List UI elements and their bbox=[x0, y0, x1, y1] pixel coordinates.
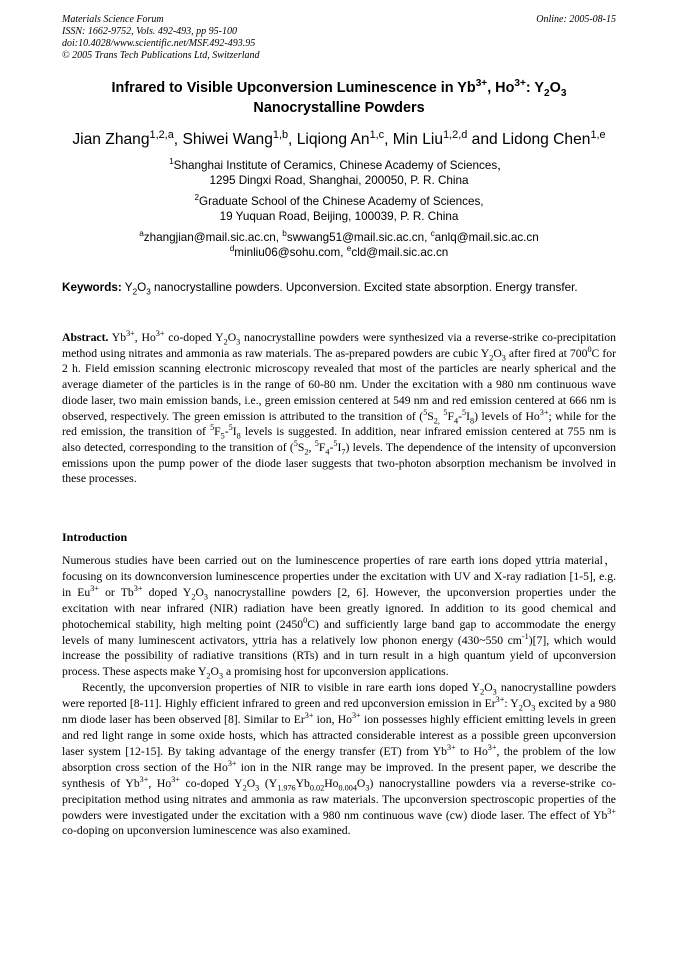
superscript-text: 3+ bbox=[352, 711, 361, 721]
text-run: ion possesses highly efficient emitting levels in green and red light range in some oxide hosts, which has attracted considerable interest as a possible green upconversion laser system [12-15]. By taking advantage of the energy transfer (ET) from Yb bbox=[62, 713, 616, 758]
subscript-text: 3 bbox=[492, 687, 497, 697]
text-run: O bbox=[549, 80, 561, 96]
text-run: Shanghai Institute of Ceramics, Chinese Academy of Sciences， bbox=[173, 159, 509, 172]
subscript-text: 3 bbox=[236, 337, 241, 347]
subscript-text: 0.004 bbox=[338, 783, 357, 793]
text-run: nanocrystalline powders were reported [8-11]. Highly efficient infrared to green and red upconversion emission in Er bbox=[62, 681, 616, 711]
superscript-text: 3+ bbox=[607, 806, 616, 816]
text-run: co-doped Y bbox=[164, 331, 224, 344]
text-run: Nanocrystalline Powders bbox=[253, 100, 425, 116]
text-run: S bbox=[427, 409, 434, 423]
author-name: , Min Liu bbox=[384, 131, 444, 148]
text-run: , Ho bbox=[148, 776, 172, 790]
text-run: to Ho bbox=[455, 744, 488, 758]
superscript-text: 5 bbox=[462, 407, 467, 417]
superscript-text: 3+ bbox=[487, 742, 497, 752]
text-run: Ho bbox=[324, 776, 339, 790]
text-run: 1295 Dingxi Road, Shanghai, 200050, P. R. China bbox=[209, 174, 469, 187]
text-run: F bbox=[318, 440, 326, 454]
introduction-body bbox=[62, 553, 616, 839]
text-run: , bbox=[308, 440, 315, 454]
text-run: O bbox=[493, 346, 502, 360]
author-name: Jian Zhang bbox=[72, 131, 150, 148]
issn: ISSN: 1662-9752, Vols. 492-493, pp 95-100 bbox=[62, 26, 237, 37]
superscript-text: 1 bbox=[169, 157, 174, 167]
text-run: - bbox=[458, 409, 463, 423]
text-run: co-doping on upconversion luminescence was also examined. bbox=[62, 824, 351, 838]
text-run: , Ho bbox=[487, 80, 515, 96]
subscript-text: 8 bbox=[236, 431, 241, 441]
text-run: ; while for the red emission, the transition of bbox=[62, 409, 616, 439]
copyright: © 2005 Trans Tech Publications Ltd, Switzerland bbox=[62, 50, 260, 61]
text-run: 19 Yuquan Road, Beijing, 100039, P. R. China bbox=[219, 210, 459, 223]
text-run: Graduate School of the Chinese Academy of Sciences, bbox=[198, 195, 484, 208]
subscript-text: 4 bbox=[325, 447, 330, 457]
paragraph bbox=[62, 680, 616, 839]
text-run: ) levels of Ho bbox=[474, 409, 540, 423]
subscript-text: 2 bbox=[489, 353, 494, 363]
superscript-text: 3+ bbox=[171, 774, 180, 784]
text-run: , Ho bbox=[134, 331, 156, 344]
text-run: O bbox=[210, 665, 219, 679]
superscript-text: 5 bbox=[210, 423, 215, 433]
text-run: C for 2 h. Field emission scanning electronic microscopy revealed that most of the particles are nearly spherical and the average diameter of the particles is in the range of 60-80 nm. Under the excitation with a 980 nm continuous wave diode laser, two main emission bands, i.e., green emission centered at 549 nm and red emission centered at 666 nm is observed, respectively. The green emission is attributed to the transition of ( bbox=[62, 346, 617, 423]
text-run: , the problem of the low absorption cross section of the Ho bbox=[62, 744, 616, 774]
superscript-text: 1,c bbox=[369, 128, 385, 141]
author-list bbox=[62, 130, 616, 150]
text-run: nanocrystalline powders. Upconversion. Excited state absorption. Energy transfer. bbox=[150, 281, 578, 294]
subscript-text: 3 bbox=[365, 783, 370, 793]
superscript-text: 3+ bbox=[133, 583, 143, 593]
subscript-text: 2 bbox=[518, 703, 523, 713]
superscript-text: 5 bbox=[333, 439, 338, 449]
superscript-text: 3+ bbox=[227, 758, 237, 768]
text-run: O bbox=[522, 697, 532, 711]
superscript-text: e bbox=[346, 244, 352, 254]
superscript-text: 3+ bbox=[495, 695, 505, 705]
text-run: ) nanocrystalline powders via a reverse-strike co-precipitation method using nitrates and ammonia as raw materials. The upconversion spectroscopic properties of the powders were investigated under the excitation with a 980 nm continuous wave (cw) diode laser. The effect of Yb bbox=[62, 776, 616, 822]
email-link[interactable]: cld@mail.sic.ac.cn bbox=[351, 246, 449, 259]
paragraph bbox=[62, 553, 616, 680]
subscript-text: 1.976 bbox=[277, 783, 296, 793]
text-run: nanocrystalline powders were synthesized via a reverse-strike co-precipitation method using nitrates and ammonia as raw materials. The as-prepared powders are cubic Y bbox=[62, 331, 616, 360]
superscript-text: 5 bbox=[314, 439, 319, 449]
superscript-text: a bbox=[139, 229, 144, 239]
text-run: ion in the NIR range may be improved. In the present paper, we describe the synthesis of Yb bbox=[62, 760, 616, 790]
superscript-text: d bbox=[229, 244, 235, 254]
text-run: : Y bbox=[504, 697, 519, 711]
subscript-text: 2 bbox=[223, 337, 228, 347]
subscript-text: 3 bbox=[560, 87, 567, 99]
text-run: O bbox=[356, 776, 366, 790]
text-run: O bbox=[137, 281, 147, 294]
subscript-text: 2 bbox=[304, 447, 309, 457]
superscript-text: 5 bbox=[423, 407, 428, 417]
journal-name: Materials Science Forum bbox=[62, 14, 164, 25]
text-run: S bbox=[297, 440, 305, 454]
superscript-text: 3+ bbox=[304, 711, 314, 721]
abstract-label: Abstract. bbox=[62, 331, 109, 344]
superscript-text: c bbox=[430, 229, 435, 239]
subscript-text: 3 bbox=[501, 353, 506, 363]
doi[interactable]: doi:10.4028/www.scientific.net/MSF.492-493.95 bbox=[62, 38, 256, 49]
superscript-text: 5 bbox=[293, 439, 298, 449]
subscript-text: 3 bbox=[203, 592, 208, 602]
text-run: O bbox=[246, 776, 256, 790]
text-run: ) levels. The dependence of the intensity of upconversion emissions upon the pump power of the diode laser suggests that two-photon absorption mechanism be involved in these processes. bbox=[62, 440, 617, 486]
superscript-text: 3+ bbox=[126, 329, 135, 339]
text-run: Infrared to Visible Upconversion Luminescence in Yb bbox=[111, 80, 476, 96]
text-run: I bbox=[337, 440, 342, 454]
affiliation-2 bbox=[62, 194, 616, 224]
subscript-text: 3 bbox=[146, 287, 151, 297]
text-run: co-doped Y bbox=[179, 776, 243, 790]
keywords bbox=[62, 281, 616, 295]
text-run: I bbox=[466, 409, 471, 423]
text-run: doped Y bbox=[142, 585, 192, 599]
subscript-text: 2 bbox=[132, 287, 138, 297]
superscript-text: 3+ bbox=[475, 78, 488, 90]
subscript-text: 2, bbox=[433, 415, 440, 425]
superscript-text: 3+ bbox=[514, 78, 526, 90]
text-run: a promising host for upconversion applications. bbox=[223, 665, 449, 679]
email-link[interactable]: zhangjian@mail.sic.ac.cn, bbox=[143, 231, 283, 244]
text-run: Numerous studies have been carried out on the luminescence properties of rare earth ions doped yttria material，focusing on its downconversion luminescence properties under the excitation with UV and X-ray radiation [1-5], e.g. in Eu bbox=[62, 554, 616, 599]
affiliation-1 bbox=[62, 158, 616, 188]
author-emails bbox=[62, 230, 616, 260]
superscript-text: 3+ bbox=[446, 742, 456, 752]
email-link[interactable]: anlq@mail.sic.ac.cn bbox=[434, 231, 539, 244]
superscript-text: 1,2,a bbox=[149, 128, 174, 141]
abstract bbox=[62, 330, 616, 487]
superscript-text: 3+ bbox=[90, 583, 99, 593]
subscript-text: 3 bbox=[218, 671, 224, 681]
subscript-text: 7 bbox=[341, 447, 346, 457]
text-run: excited by a 980 nm diode laser has been observed [8]. Similar to Er bbox=[62, 697, 616, 727]
journal-header bbox=[62, 14, 616, 62]
superscript-text: 3+ bbox=[139, 774, 149, 784]
text-run: Yb bbox=[295, 776, 310, 790]
superscript-text: 5 bbox=[228, 423, 233, 433]
subscript-text: 3 bbox=[531, 703, 536, 713]
superscript-text: 1,b bbox=[272, 128, 289, 141]
superscript-text: 1,2,d bbox=[443, 128, 468, 141]
author-name: , Shiwei Wang bbox=[173, 131, 273, 148]
subscript-text: 2 bbox=[191, 592, 196, 602]
subscript-text: 3 bbox=[255, 783, 260, 793]
text-run: F bbox=[447, 409, 455, 423]
superscript-text: 3+ bbox=[539, 407, 549, 417]
text-run: - bbox=[329, 440, 334, 454]
superscript-text: 3+ bbox=[155, 329, 165, 339]
text-run: F bbox=[214, 425, 221, 439]
text-run: nanocrystalline powders [2, 6]. However, the upconversion properties under the excitation with near infrared (NIR) radiation have been greatly ignored. In addition to its good chemical and photochemical stability, high melting point (2450 bbox=[62, 585, 616, 631]
author-name: , Liqiong An bbox=[288, 131, 370, 148]
online-date: Online: 2005-08-15 bbox=[536, 14, 616, 25]
text-run: after fired at 700 bbox=[505, 346, 588, 360]
superscript-text: 0 bbox=[587, 344, 592, 354]
superscript-text: 2 bbox=[194, 193, 199, 203]
text-run: ion, Ho bbox=[313, 713, 353, 727]
text-run: or Tb bbox=[98, 585, 134, 599]
text-run: - bbox=[224, 425, 229, 439]
text-run: Yb bbox=[108, 331, 127, 344]
section-heading-introduction: Introduction bbox=[62, 530, 128, 544]
text-run: levels is suggested. In addition, near infrared emission centered at 755 nm is also detected, corresponding to the transition of ( bbox=[62, 425, 616, 454]
subscript-text: 2 bbox=[480, 687, 485, 697]
text-run: )[7], which would increase the possibility of radiative transitions (RTs) and in turn result in a high quantum yield of upconversion process. These aspects make Y bbox=[62, 633, 616, 679]
subscript-text: 8 bbox=[470, 415, 475, 425]
text-run: Recently, the upconversion properties of NIR to visible in rare earth ions doped Y bbox=[82, 681, 481, 695]
text-run: I bbox=[232, 425, 237, 439]
superscript-text: 1,e bbox=[590, 128, 606, 141]
subscript-text: 0.02 bbox=[309, 783, 325, 793]
keywords-label: Keywords: bbox=[62, 281, 122, 294]
subscript-text: 4 bbox=[454, 415, 459, 425]
text-run: Y bbox=[121, 281, 133, 294]
subscript-text: 2 bbox=[206, 671, 211, 681]
superscript-text: b bbox=[282, 229, 287, 239]
text-run: O bbox=[227, 331, 237, 344]
text-run: O bbox=[195, 585, 204, 599]
email-link[interactable]: swwang51@mail.sic.ac.cn, bbox=[286, 231, 431, 244]
subscript-text: 2 bbox=[544, 87, 550, 99]
superscript-text: 0 bbox=[303, 615, 308, 625]
paper-title bbox=[62, 78, 616, 118]
text-run: O bbox=[484, 681, 493, 695]
email-link[interactable]: minliu06@sohu.com, bbox=[234, 246, 347, 259]
superscript-text: 5 bbox=[443, 407, 448, 417]
subscript-text: 5 bbox=[220, 431, 225, 441]
subscript-text: 2 bbox=[242, 783, 247, 793]
text-run: : Y bbox=[525, 80, 545, 96]
author-name: and Lidong Chen bbox=[467, 131, 591, 148]
text-run: C) and sufficiently large band gap to accommodate the energy levels of many luminescent activators, yttria has a relatively low phonon energy (430~550 cm bbox=[62, 617, 616, 647]
text-run: (Y bbox=[259, 776, 278, 790]
superscript-text: -1 bbox=[521, 631, 529, 641]
